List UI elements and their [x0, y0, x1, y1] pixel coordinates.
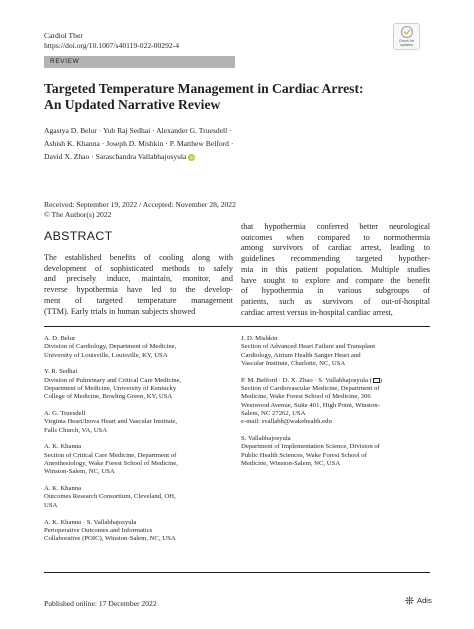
- affiliation-block: [44, 519, 234, 544]
- copyright-notice: © The Author(s) 2022: [44, 209, 112, 219]
- affiliation-authors: A. G. Truesdell: [44, 410, 86, 418]
- title-line-2: An Updated Narrative Review: [44, 96, 221, 112]
- affiliation-authors: A. D. Belur: [44, 335, 76, 342]
- affiliation-block: [241, 377, 441, 427]
- abstract-line: that hypothermia conferred better neurological: [241, 222, 430, 231]
- abstract-text-left: [44, 253, 233, 317]
- affiliation-line: Collaborative (POIC), Winston-Salem, NC, USA: [44, 535, 176, 543]
- affiliation-line: Vascular Institute, Charlotte, NC, USA: [241, 359, 346, 367]
- section-label: REVIEW: [44, 56, 235, 68]
- checkmark-icon: [401, 26, 413, 38]
- affiliation-line: Medicine, Wake Forest School of Medicine, 306: [241, 393, 371, 401]
- affiliation-authors: A. K. Khanna: [44, 443, 82, 451]
- affiliation-authors: J. D. Mishkin: [241, 335, 278, 342]
- affiliation-block: [44, 335, 234, 360]
- affiliations-divider: [44, 326, 430, 327]
- abstract-line: (TTM). Early trials in human subjects showed: [44, 306, 196, 316]
- author-line-3: David X. Zhao · Saraschandra Vallabhajosyula: [44, 152, 187, 161]
- abstract-line: reverse hypothermia have led to the develop-: [44, 285, 233, 295]
- affiliation-line: Winston-Salem, NC, USA: [44, 468, 115, 476]
- affiliation-line: Section of Cardiovascular Medicine, Department of: [241, 384, 380, 392]
- publisher-name: Adis: [417, 596, 432, 605]
- abstract-line: among survivors of cardiac arrest, leading to: [241, 243, 430, 253]
- title-line-1: Targeted Temperature Management in Cardiac Arrest:: [44, 81, 364, 96]
- affiliation-line: Salem, NC 27262, USA: [241, 409, 306, 417]
- affiliation-line: Division of Pulmonary and Critical Care Medicine,: [44, 376, 182, 384]
- affiliation-line: Westwood Avenue, Suite 401, High Point, Winston-: [241, 401, 380, 409]
- abstract-line: cardiac arrest versus in-hospital cardiac arrest,: [241, 307, 393, 317]
- article-title: [44, 81, 444, 112]
- affiliation-line: Public Health Sciences, Wake Forest School of: [241, 451, 367, 459]
- affiliations-right-column: [241, 335, 441, 477]
- affiliation-line: Department of Medicine, University of Kentucky: [44, 384, 177, 392]
- affiliation-line: Anesthesiology, Wake Forest School of Medicine,: [44, 460, 178, 468]
- abstract-line: mia in this patient population. Multiple studies: [241, 264, 430, 274]
- affiliation-line: Section of Critical Care Medicine, Department of: [44, 451, 177, 459]
- affiliation-block: [44, 443, 234, 476]
- adis-logo-icon: [405, 596, 414, 605]
- affiliation-line: USA: [44, 501, 58, 509]
- affiliation-line: Section of Advanced Heart Failure and Transplant: [241, 343, 376, 351]
- publisher-logo: [405, 596, 432, 605]
- affiliation-line: e-mail: svallabh@wakehealth.edu: [241, 418, 332, 426]
- author-line-2: Ashish K. Khanna · Joseph D. Mishkin · P. Matthew Belford ·: [44, 139, 234, 148]
- orcid-icon[interactable]: iD: [189, 154, 195, 160]
- affiliation-authors: A. K. Khanna: [44, 485, 82, 493]
- author-list: [44, 124, 284, 163]
- check-for-updates-badge[interactable]: [393, 23, 420, 50]
- abstract-heading: ABSTRACT: [44, 229, 113, 243]
- affiliation-authors: P. M. Belford · D. X. Zhao · S. Vallabhajosyula (: [241, 376, 372, 384]
- received-accepted-dates: Received: September 19, 2022 / Accepted: November 28, 2022: [44, 200, 236, 209]
- abstract-line: of hypothermia in various subgroups of: [241, 286, 430, 296]
- affiliation-line: Medicine, Winston-Salem, NC, USA: [241, 459, 341, 467]
- abstract-line: The established benefits of cooling along with: [44, 253, 233, 262]
- published-date: Published online: 17 December 2022: [44, 599, 157, 608]
- affiliation-line: College of Medicine, Bowling Green, KY, USA: [44, 393, 173, 401]
- abstract-line: guidelines recommending targeted hypother-: [241, 254, 430, 264]
- affiliation-block: [44, 368, 234, 401]
- affiliation-authors: A. K. Khanna · S. Vallabhajosyula: [44, 518, 137, 526]
- affiliation-block: [241, 335, 441, 368]
- article-dates: [44, 200, 236, 219]
- affiliation-line: Outcomes Research Consortium, Cleveland, OH,: [44, 493, 176, 501]
- affiliation-authors: S. Vallabhajosyula: [241, 434, 291, 442]
- author-line-1: Agastya D. Belur · Yub Raj Sedhai · Alexander G. Truesdell ·: [44, 126, 232, 135]
- affiliation-block: [44, 485, 234, 510]
- affiliations-left-column: [44, 335, 234, 552]
- email-envelope-icon[interactable]: [373, 376, 383, 384]
- journal-name: Cardiol Ther: [44, 31, 83, 40]
- affiliation-line: Perioperative Outcomes and Informatics: [44, 526, 153, 534]
- abstract-line: have sought to explore and compare the benefit: [241, 275, 430, 285]
- journal-header: [44, 31, 179, 51]
- abstract-line: outcomes when compared to normothermia: [241, 232, 430, 242]
- paren-close: ): [379, 376, 383, 384]
- abstract-line: development of sophisticated methods to safely: [44, 263, 233, 273]
- affiliation-block: [44, 410, 234, 435]
- footer-divider: [44, 572, 430, 573]
- affiliation-line: Department of Implementation Science, Division of: [241, 443, 380, 451]
- affiliation-line: Cardiology, Atrium Health Sanger Heart and: [241, 351, 361, 359]
- abstract-text-right: [241, 222, 430, 318]
- doi-link[interactable]: https://doi.org/10.1007/s40119-022-00292-4: [44, 41, 180, 50]
- affiliation-line: Virginia Heart/Inova Heart and Vascular Institute,: [44, 418, 178, 426]
- badge-text: Check for updates: [398, 39, 415, 47]
- abstract-line: ment of targeted temperature management: [44, 295, 233, 305]
- affiliation-line: Falls Church, VA, USA: [44, 426, 108, 434]
- affiliation-line: Division of Cardiology, Department of Medicine,: [44, 343, 177, 351]
- abstract-line: and precisely induce, maintain, monitor, and: [44, 274, 233, 284]
- affiliation-block: [241, 435, 441, 468]
- affiliation-line: University of Louisville, Louisville, KY, USA: [44, 351, 168, 359]
- abstract-line: patients, such as survivors of out-of-hospital: [241, 296, 430, 306]
- affiliation-authors: Y. R. Sedhai: [44, 368, 78, 376]
